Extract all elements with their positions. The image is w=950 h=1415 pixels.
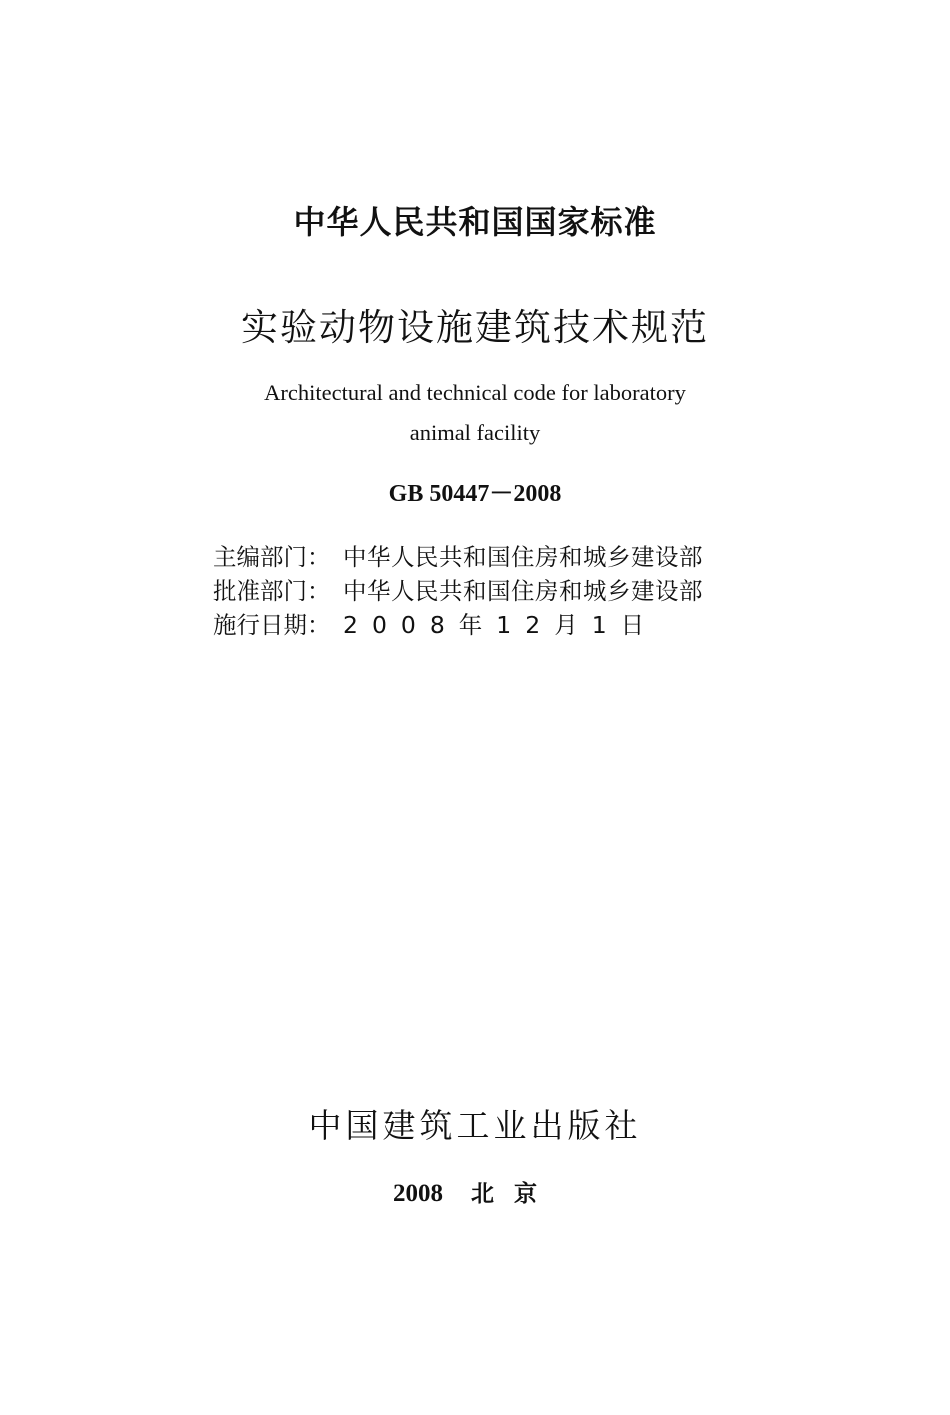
editor-label: 主编部门：	[213, 543, 331, 571]
publication-city: 北京	[471, 1181, 557, 1207]
publisher-name: 中国建筑工业出版社	[308, 1106, 642, 1145]
effective-date-row	[213, 609, 753, 641]
publication-place	[0, 1176, 950, 1212]
document-title-en-line2: animal facility	[409, 420, 541, 445]
editor-value: 中华人民共和国住房和城乡建设部	[343, 543, 703, 571]
approver-value: 中华人民共和国住房和城乡建设部	[343, 577, 703, 605]
approver-label: 批准部门：	[213, 577, 331, 605]
editor-row	[213, 541, 753, 573]
document-meta	[213, 541, 753, 643]
publication-year: 2008	[393, 1180, 443, 1207]
approver-row	[213, 575, 753, 607]
effective-date-label: 施行日期：	[213, 611, 331, 639]
national-standard-heading: 中华人民共和国国家标准	[293, 203, 657, 241]
effective-date-value: 2008年12月1日	[343, 611, 659, 639]
standard-code: GB 50447－2008	[388, 481, 562, 507]
document-title-cn: 实验动物设施建筑技术规范	[241, 306, 709, 349]
document-title-en-line1: Architectural and technical code for laboratory	[264, 380, 686, 405]
